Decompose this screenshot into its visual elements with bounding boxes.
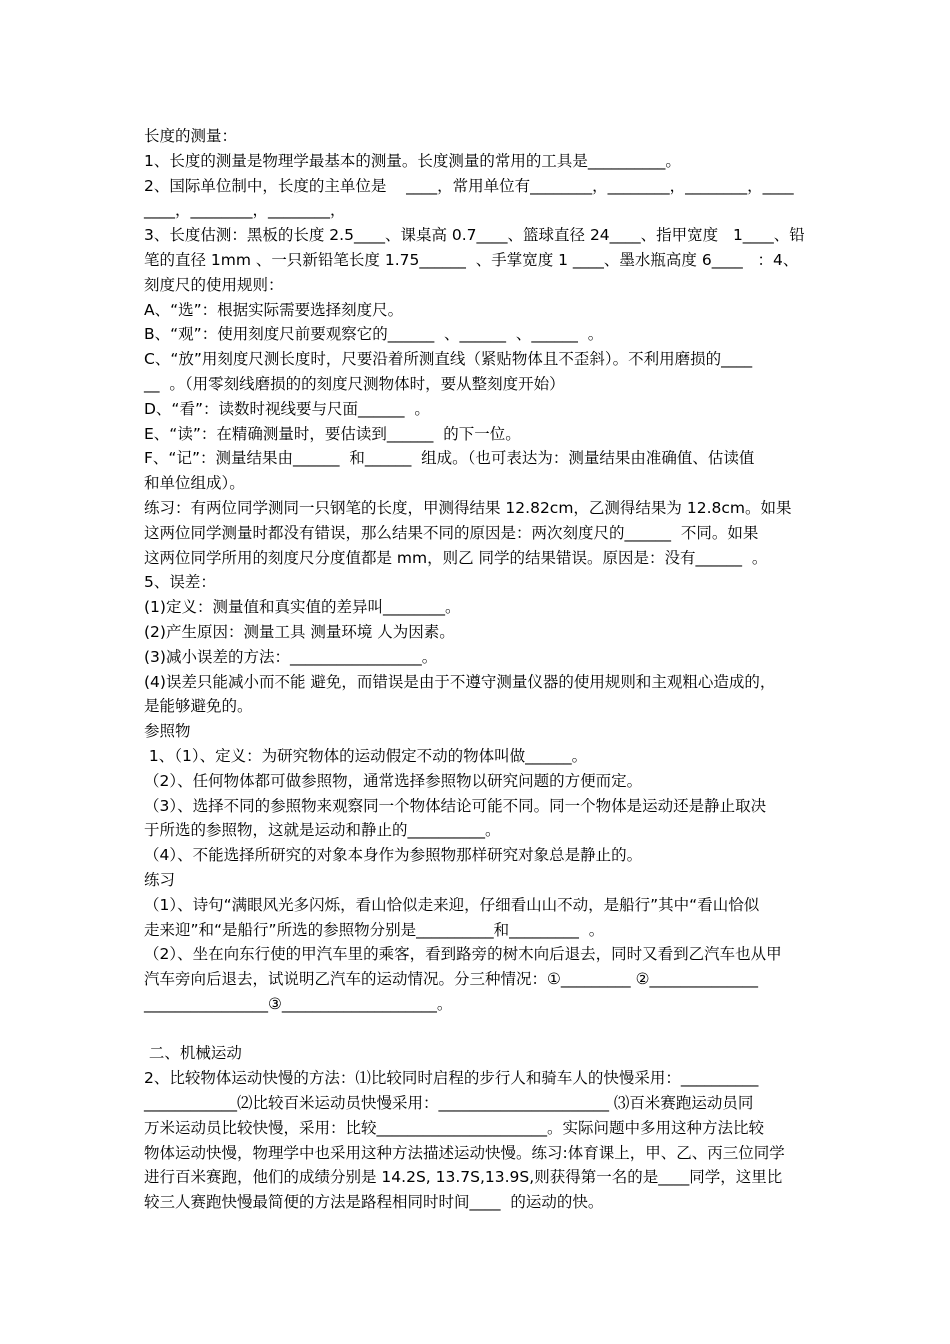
text-line: 1、长度的测量是物理学最基本的测量。长度测量的常用的工具是__________。 bbox=[144, 151, 681, 170]
text-line: E、“读”：在精确测量时，要估读到______ 的下一位。 bbox=[144, 424, 521, 443]
text-line: D、“看”：读数时视线要与尺面______ 。 bbox=[144, 399, 430, 418]
text-line: （2）、任何物体都可做参照物，通常选择参照物以研究问题的方便而定。 bbox=[144, 771, 643, 790]
text-line: 这两位同学测量时都没有错误，那么结果不同的原因是：两次刻度尺的______ 不同。如果 bbox=[144, 523, 759, 542]
text-line: 进行百米赛跑，他们的成绩分别是 14.2S, 13.7S,13.9S,则获得第一名的是____同学，这里比 bbox=[144, 1168, 783, 1187]
text-line: 和单位组成）。 bbox=[144, 474, 245, 493]
text-line: A、“选”：根据实际需要选择刻度尺。 bbox=[144, 300, 404, 319]
text-line: 笔的直径 1mm 、一只新铅笔长度 1.75______ 、手掌宽度 1 ____、墨水瓶高度 6____ ：4、 bbox=[144, 250, 799, 269]
text-line: 3、长度估测：黑板的长度 2.5____、课桌高 0.7____、篮球直径 24____、指甲宽度 1____、铅 bbox=[144, 226, 805, 245]
text-line: 2、国际单位制中，长度的主单位是 ____，常用单位有________，________，________，____ bbox=[144, 176, 794, 195]
text-line: （1）、诗句“满眼风光多闪烁，看山恰似走来迎，仔细看山山不动，是船行”其中“看山恰似 bbox=[144, 895, 760, 914]
text-line: 这两位同学所用的刻度尺分度值都是 mm，则乙 同学的结果错误。原因是：没有______ 。 bbox=[144, 548, 768, 567]
text-line: (1)定义：测量值和真实值的差异叫________。 bbox=[144, 598, 461, 617]
text-line: 汽车旁向后退去，试说明乙汽车的运动情况。分三种情况：①_________ ②______________ bbox=[144, 970, 758, 989]
text-line: 万米运动员比较快慢，采用：比较______________________。实际问题中多用这种方法比较 bbox=[144, 1118, 765, 1137]
text-line: 练习：有两位同学测同一只钢笔的长度，甲测得结果 12.82cm，乙测得结果为 12.8cm。如果 bbox=[144, 498, 792, 517]
text-line: (2)产生原因：测量工具 测量环境 人为因素。 bbox=[144, 622, 455, 641]
text-line: 2、比较物体运动快慢的方法：⑴比较同时启程的步行人和骑车人的快慢采用：__________ bbox=[144, 1069, 759, 1088]
text-line: 物体运动快慢，物理学中也采用这种方法描述运动快慢。练习:体育课上，甲、乙、丙三位同学 bbox=[144, 1143, 785, 1162]
text-line: 1、（1）、定义：为研究物体的运动假定不动的物体叫做______。 bbox=[144, 746, 588, 765]
text-line: C、“放”用刻度尺测长度时，尺要沿着所测直线（紧贴物体且不歪斜）。不利用磨损的____ bbox=[144, 350, 753, 369]
text-line: 参照物 bbox=[144, 722, 191, 741]
text-line: 5、误差： bbox=[144, 573, 216, 592]
text-line: B、“观”：使用刻度尺前要观察它的______ 、______ 、______ 。 bbox=[144, 325, 604, 344]
text-line: （3）、选择不同的参照物来观察同一个物体结论可能不同。同一个物体是运动还是静止取决 bbox=[144, 796, 767, 815]
text-line: 是能够避免的。 bbox=[144, 697, 253, 716]
text-line: 于所选的参照物，这就是运动和静止的__________。 bbox=[144, 821, 501, 840]
text-line: ____________⑵比较百米运动员快慢采用：______________________ ⑶百米赛跑运动员同 bbox=[144, 1094, 754, 1113]
text-line: ____，________，________， bbox=[144, 201, 346, 220]
text-line: 练习 bbox=[144, 870, 176, 889]
text-line bbox=[144, 1017, 816, 1042]
text-line: 二、机械运动 bbox=[144, 1044, 242, 1063]
text-line: F、“记”：测量结果由______ 和______ 组成。（也可表达为：测量结果由准确值、估读值 bbox=[144, 449, 755, 468]
text-line: (4)误差只能减小而不能 避免，而错误是由于不遵守测量仪器的使用规则和主观粗心造成的， bbox=[144, 672, 776, 691]
text-line: 较三人赛跑快慢最简便的方法是路程相同时时间____ 的运动的快。 bbox=[144, 1193, 604, 1212]
text-line: （4）、不能选择所研究的对象本身作为参照物那样研究对象总是静止的。 bbox=[144, 846, 643, 865]
text-line: 走来迎”和“是船行”所选的参照物分别是__________和_________ 。 bbox=[144, 920, 605, 939]
text-line: （2）、坐在向东行使的甲汽车里的乘客，看到路旁的树木向后退去，同时又看到乙汽车也从甲 bbox=[144, 945, 782, 964]
text-line: ________________③____________________。 bbox=[144, 994, 453, 1013]
text-line: (3)减小误差的方法：_________________。 bbox=[144, 647, 438, 666]
text-line: __ 。（用零刻线磨损的的刻度尺测物体时，要从整刻度开始） bbox=[144, 374, 565, 393]
text-line: 刻度尺的使用规则： bbox=[144, 275, 284, 294]
text-line: 长度的测量： bbox=[144, 127, 238, 145]
document-body bbox=[144, 124, 816, 1215]
